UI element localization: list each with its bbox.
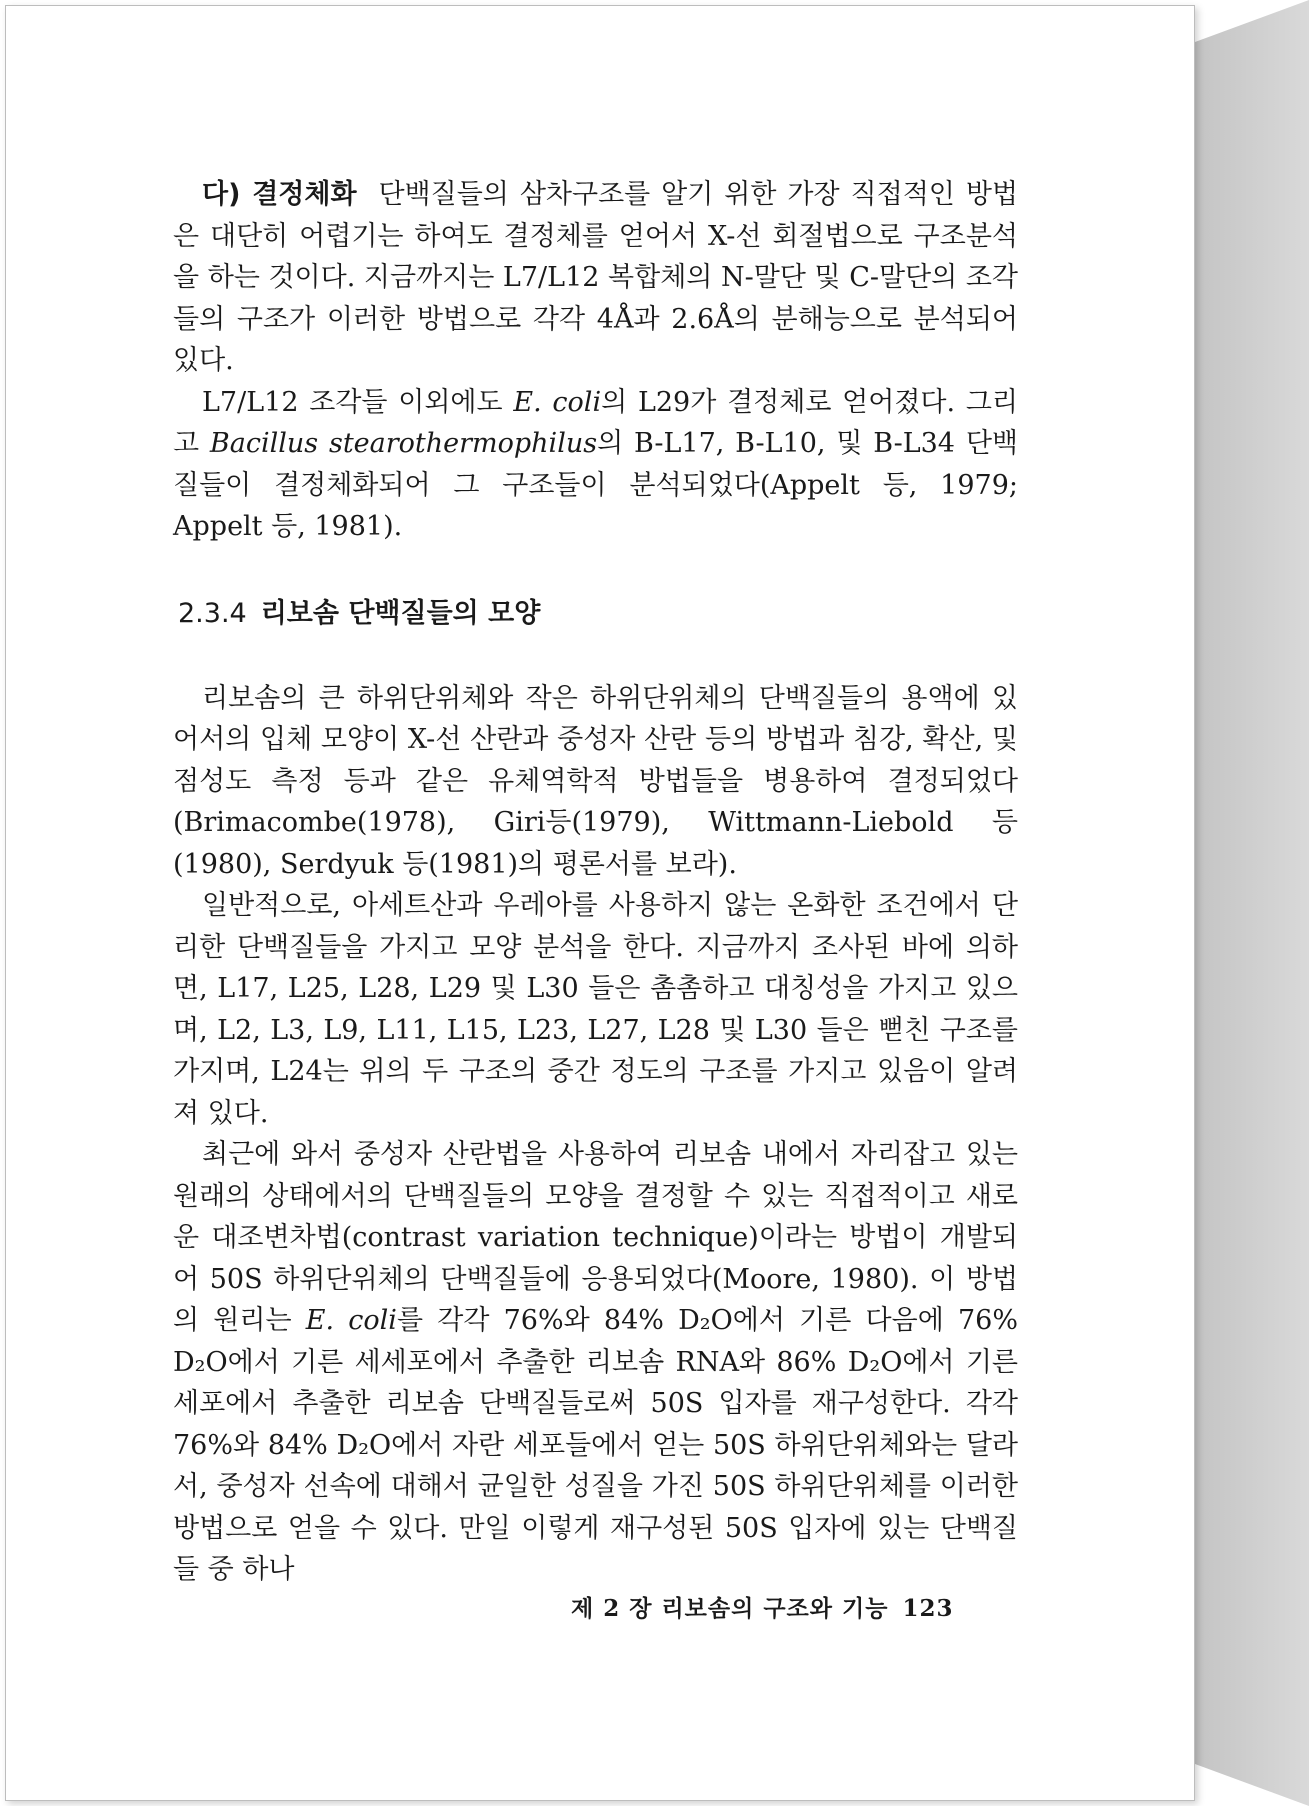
section-heading bbox=[178, 596, 1018, 632]
page-content bbox=[173, 174, 1018, 1591]
text-run: L7/L12 조각들 이외에도 bbox=[202, 386, 514, 418]
text-run: 의 L29가 결정체로 얻어졌다. 그리고 bbox=[173, 386, 1019, 459]
paragraph-shape-3 bbox=[173, 1134, 1018, 1591]
book-page bbox=[5, 5, 1195, 1801]
paragraph-crystallization-2 bbox=[173, 382, 1018, 548]
page-footer bbox=[571, 1590, 991, 1623]
page-edge-bottom-bevel bbox=[1195, 1764, 1309, 1806]
page-edge bbox=[1195, 0, 1309, 1806]
text-run: 의 B-L17, B-L10, 및 B-L34 단백질들이 결정체화되어 그 구조들이 분석되었다(Appelt 등, 1979; Appelt 등, 1981). bbox=[173, 428, 1018, 542]
page-edge-top-bevel bbox=[1195, 0, 1309, 42]
paragraph-shape-1: 리보솜의 큰 하위단위체와 작은 하위단위체의 단백질들의 용액에 있어서의 입체 모양이 X-선 산란과 중성자 산란 등의 방법과 침강, 확산, 및 점성도 측정 등과 같은 유체역학적 방법들을 병용하여 결정되었다(Brimacombe(1978), Giri등(1979), Wittmann-Liebold 등(1980), Serdyuk 등(1981)의 평론서를 보라). bbox=[173, 682, 1018, 880]
paragraph-crystallization-1 bbox=[173, 174, 1018, 382]
section-title: 리보솜 단백질들의 모양 bbox=[260, 597, 541, 629]
species-name: Bacillus stearothermophilus bbox=[209, 428, 598, 459]
text-run: 최근에 와서 중성자 산란법을 사용하여 리보솜 내에서 자리잡고 있는 원래의 상태에서의 단백질들의 모양을 결정할 수 있는 직접적이고 새로운 대조변차법(contrast variation technique)이라는 방법이 개발되어 50S 하위단위체의 단백질들에 응용되었다(Moore, 1980). 이 방법의 원리는 bbox=[173, 1139, 1018, 1336]
species-name: E. coli bbox=[305, 1305, 397, 1336]
paragraph-shape-2: 일반적으로, 아세트산과 우레아를 사용하지 않는 온화한 조건에서 단리한 단백질들을 가지고 모양 분석을 한다. 지금까지 조사된 바에 의하면, L17, L25, L28, L29 및 L30 들은 촘촘하고 대칭성을 가지고 있으며, L2, L3, L9, L11, L15, L23, L27, L28 및 L30 들은 뻗친 구조를 가지며, L24는 위의 두 구조의 중간 정도의 구조를 가지고 있음이 알려져 있다. bbox=[173, 890, 1018, 1129]
running-footer-chapter: 제 2 장 리보솜의 구조와 기능 bbox=[571, 1595, 889, 1622]
paragraph-text: 단백질들의 삼차구조를 알기 위한 가장 직접적인 방법은 대단히 어렵기는 하여도 결정체를 얻어서 X-선 회절법으로 구조분석을 하는 것이다. 지금까지는 L7/L12 복합체의 N-말단 및 C-말단의 조각들의 구조가 이러한 방법으로 각각 4Å과 2.6Å의 분해능으로 분석되어 있다. bbox=[173, 179, 1018, 376]
page-number: 123 bbox=[902, 1595, 954, 1622]
species-name: E. coli bbox=[513, 386, 602, 418]
run-in-heading: 다) 결정체화 bbox=[202, 179, 357, 210]
section-number: 2.3.4 bbox=[178, 597, 247, 629]
text-run: 를 각각 76%와 84% D₂O에서 기른 다음에 76% D₂O에서 기른 세세포에서 추출한 리보솜 RNA와 86% D₂O에서 기른 세포에서 추출한 리보솜 단백질들로써 50S 입자를 재구성한다. 각각 76%와 84% D₂O에서 자란 세포들에서 얻는 50S 하위단위체와는 달라서, 중성자 선속에 대해서 균일한 성질을 가진 50S 하위단위체를 이러한 방법으로 얻을 수 있다. 만일 이렇게 재구성된 50S 입자에 있는 단백질들 중 하나 bbox=[173, 1305, 1018, 1585]
